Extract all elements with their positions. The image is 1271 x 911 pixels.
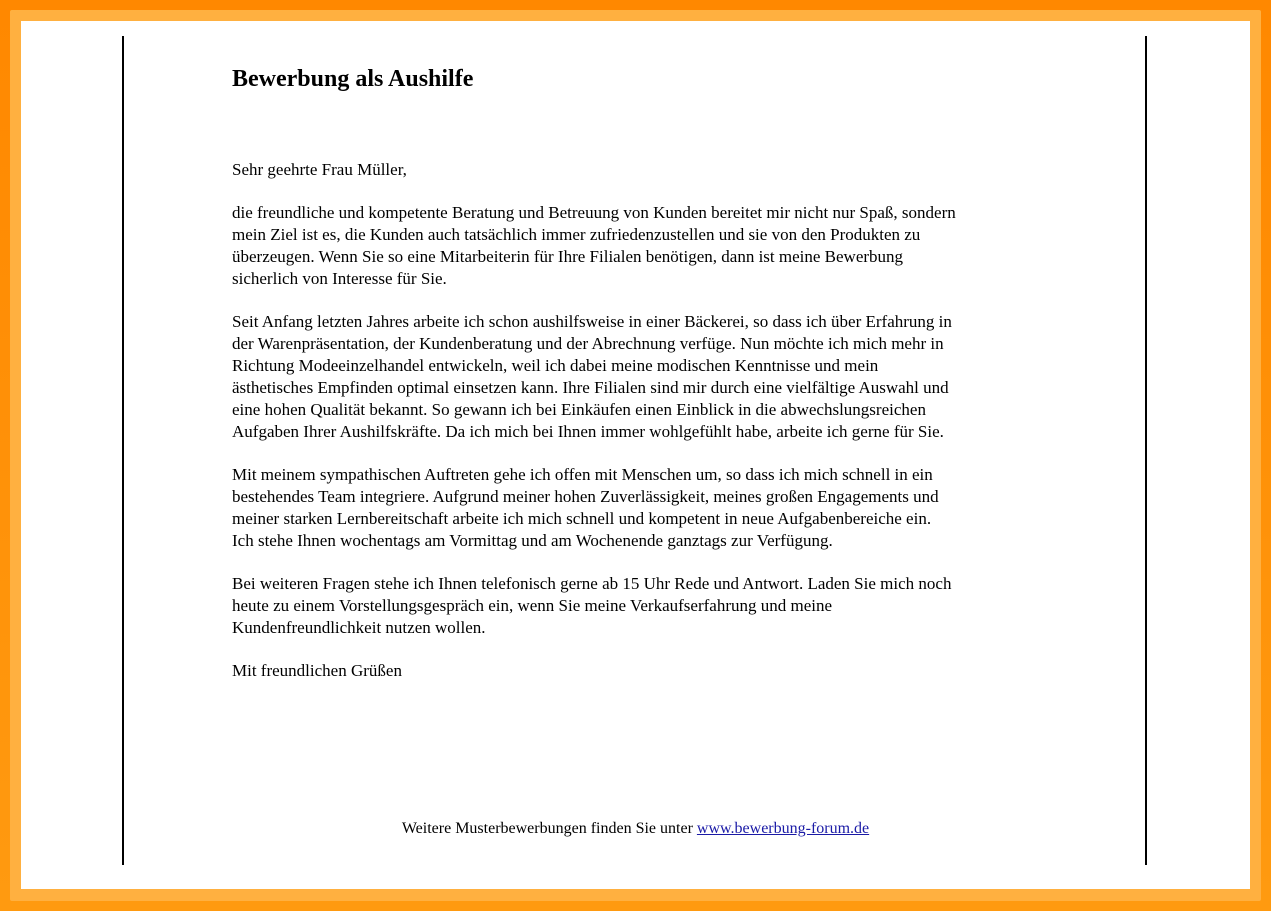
paragraph-line: überzeugen. Wenn Sie so eine Mitarbeiterin für Ihre Filialen benötigen, dann ist meine Bewerbung [232,247,904,266]
right-margin-rule [1145,36,1147,865]
paragraph-line: bestehendes Team integriere. Aufgrund meiner hohen Zuverlässigkeit, meines großen Engagements und [232,487,939,506]
closing: Mit freundlichen Grüßen [232,661,402,680]
paragraph-line: Seit Anfang letzten Jahres arbeite ich schon aushilfsweise in einer Bäckerei, so dass ich über Erfahrung in [232,312,952,331]
salutation: Sehr geehrte Frau Müller, [232,160,407,179]
footer [21,819,1250,839]
paragraph-2 [232,311,1062,443]
left-margin-rule [122,36,124,865]
paragraph-line: sicherlich von Interesse für Sie. [232,269,447,288]
paragraph-3 [232,464,1062,552]
paragraph-line: Bei weiteren Fragen stehe ich Ihnen telefonisch gerne ab 15 Uhr Rede und Antwort. Laden Sie mich noch [232,574,952,593]
letter-title: Bewerbung als Aushilfe [232,66,474,92]
paragraph-4 [232,573,1062,639]
paragraph-line: Aufgaben Ihrer Aushilfskräfte. Da ich mich bei Ihnen immer wohlgefühlt habe, arbeite ich gerne für Sie. [232,422,944,441]
paragraph-line: Ich stehe Ihnen wochentags am Vormittag und am Wochenende ganztags zur Verfügung. [232,531,833,550]
document-page [21,21,1250,889]
paragraph-line: Richtung Modeeinzelhandel entwickeln, weil ich dabei meine modischen Kenntnisse und mein [232,356,879,375]
paragraph-line: Kundenfreundlichkeit nutzen wollen. [232,618,486,637]
footer-text: Weitere Musterbewerbungen finden Sie unter [401,820,697,837]
paragraph-line: Mit meinem sympathischen Auftreten gehe ich offen mit Menschen um, so dass ich mich schnell in ein [232,465,933,484]
paragraph-line: meiner starken Lernbereitschaft arbeite ich mich schnell und kompetent in neue Aufgabenbereiche ein. [232,509,932,528]
paragraph-line: der Warenpräsentation, der Kundenberatung und der Abrechnung verfüge. Nun möchte ich mich mehr in [232,334,944,353]
paragraph-1 [232,202,1062,290]
paragraph-line: mein Ziel ist es, die Kunden auch tatsächlich immer zufriedenzustellen und sie von den Produkten zu [232,225,921,244]
paragraph-line: die freundliche und kompetente Beratung und Betreuung von Kunden bereitet mir nicht nur Spaß, sondern [232,203,956,222]
paragraph-line: ästhetisches Empfinden optimal einsetzen kann. Ihre Filialen sind mir durch eine vielfältige Auswahl und [232,378,949,397]
paragraph-line: heute zu einem Vorstellungsgespräch ein, wenn Sie meine Verkaufserfahrung und meine [232,596,833,615]
paragraph-line: eine hohen Qualität bekannt. So gewann ich bei Einkäufen einen Einblick in die abwechslungsreichen [232,400,926,419]
letter-body [232,65,1062,682]
footer-link[interactable]: www.bewerbung-forum.de [696,820,870,837]
